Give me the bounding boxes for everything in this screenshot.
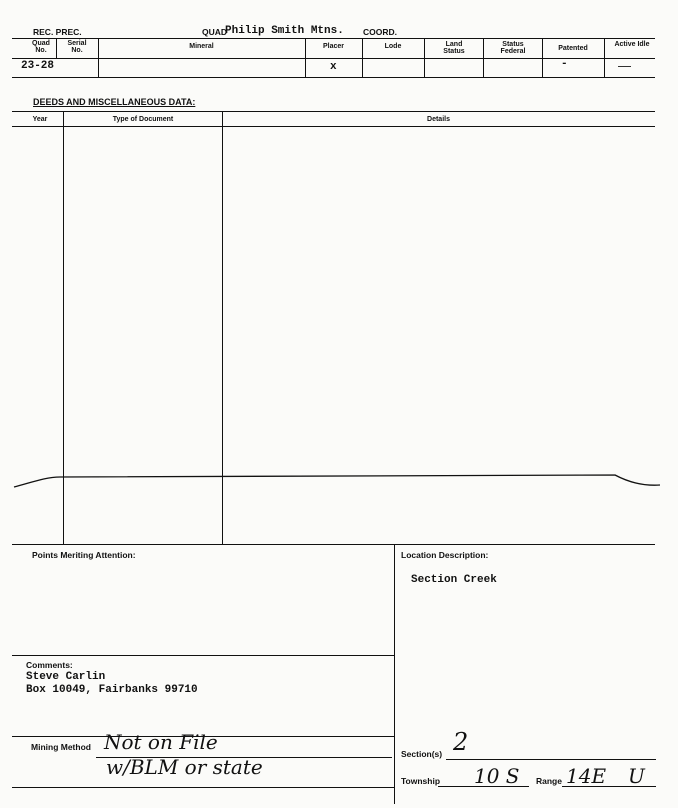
quad-label: QUAD [202,27,228,37]
deeds-col-type: Type of Document [112,116,174,123]
col-divider [56,38,57,58]
lower-divider [394,544,395,804]
col-header-lode: Lode [384,43,402,50]
mining-method-handwriting-2: w/BLM or state [106,755,263,779]
col-header-land-status: Land Status [443,41,465,55]
col-divider [604,38,605,77]
range-label: Range [536,776,562,786]
location-description-label: Location Description: [401,550,489,560]
patented-mark: - [561,58,568,70]
col-header-active-idle: Active Idle [614,41,650,48]
location-description-value: Section Creek [411,574,497,586]
comments-line-2: Box 10049, Fairbanks 99710 [26,684,198,696]
points-meriting-label: Points Meriting Attention: [32,550,136,560]
range-value: 14E [566,764,607,788]
col-header-mineral: Mineral [189,43,214,50]
range-meridian: U [628,764,645,788]
deeds-header-rule [12,126,655,127]
col-header-serial-no: Serial No. [67,40,87,54]
deeds-col-details: Details [427,116,450,123]
col-header-quad-no: Quad No. [32,40,50,54]
col-header-placer: Placer [322,43,345,50]
col-header-patented: Patented [558,45,588,52]
mining-method-label: Mining Method [31,742,91,752]
section-label: Section(s) [401,749,443,759]
header-bottom-rule [12,77,655,78]
comments-rule [12,655,394,656]
deeds-col-year: Year [32,116,48,123]
deeds-title: DEEDS AND MISCELLANEOUS DATA: [33,97,196,107]
comments-line-1: Steve Carlin [26,671,106,683]
col-header-status-federal: Status Federal [500,41,526,55]
quad-value: Philip Smith Mtns. [225,25,344,37]
township-underline [438,786,529,787]
range-underline [562,786,656,787]
deeds-bottom-rule [12,544,655,545]
comments-label: Comments: [26,660,73,670]
quad-no-value: 23-28 [21,60,55,72]
header-top-rule [12,38,655,39]
township-value: 10 S [474,764,520,788]
deeds-top-rule [12,111,655,112]
col-divider [542,38,543,77]
rec-prec-label: REC. PREC. [33,27,82,37]
page-curl-line [0,465,678,495]
lower-bottom-rule [12,787,394,788]
col-divider [483,38,484,77]
section-value: 2 [453,728,469,756]
coord-label: COORD. [363,27,397,37]
placer-mark: x [330,61,337,73]
section-underline [446,759,656,760]
mining-method-handwriting-1: Not on File [104,730,218,754]
township-label: Township [401,776,441,786]
header-mid-rule [12,58,655,59]
active-mark: — [618,58,631,73]
col-divider [424,38,425,77]
